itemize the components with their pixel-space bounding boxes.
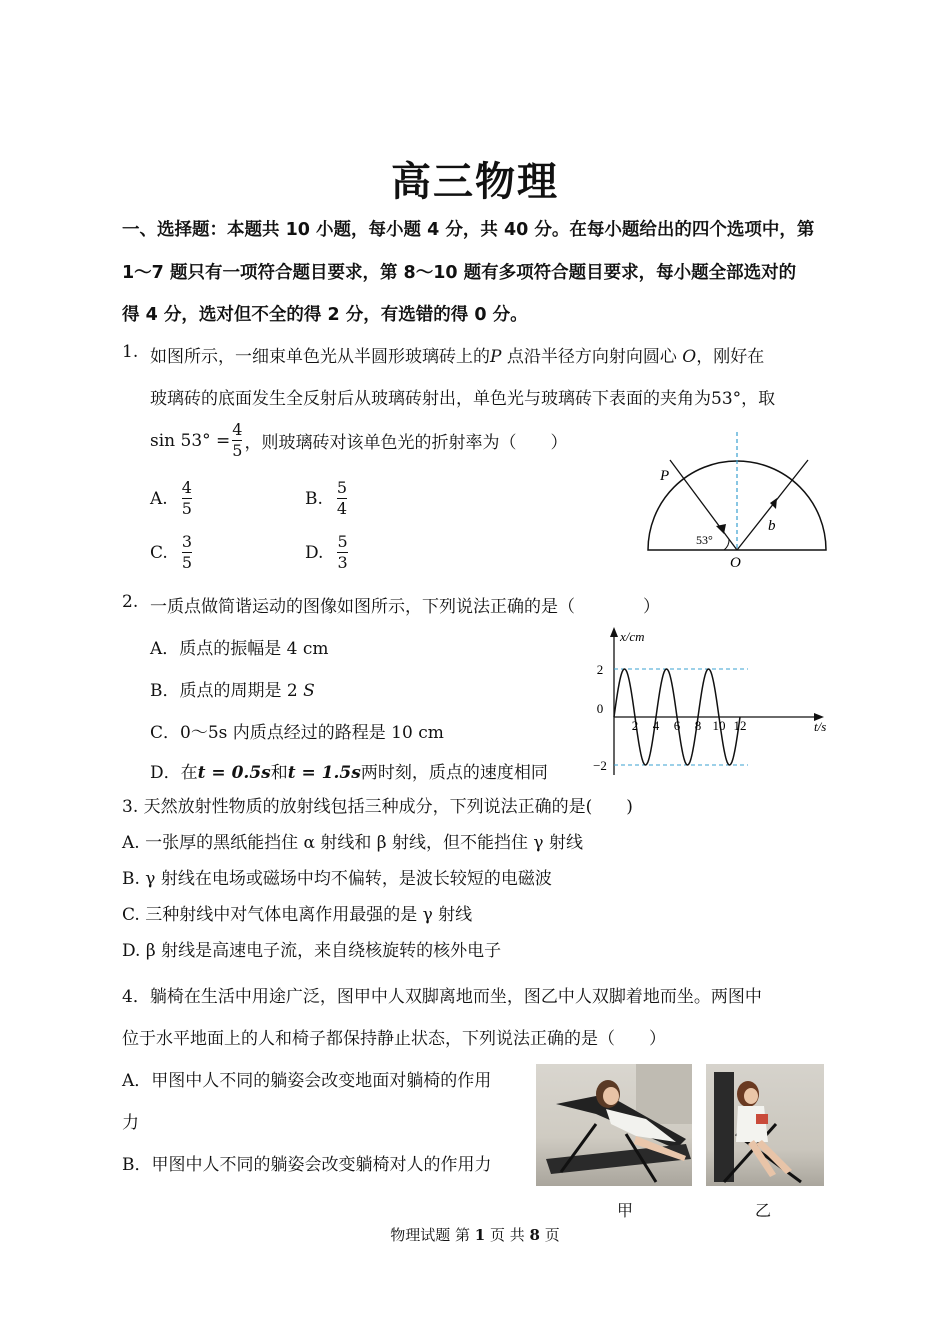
q1-stem-text-1: 如图所示，一细束单色光从半圆形玻璃砖上的 <box>150 347 490 367</box>
y-tick-label: 0 <box>596 701 604 716</box>
footer-text-2: 页 共 <box>485 1226 530 1244</box>
q1-option-d-den: 3 <box>337 553 348 572</box>
photo-yi <box>706 1064 824 1186</box>
label-p: P <box>660 468 670 484</box>
photo-yi-illustration <box>706 1064 824 1186</box>
q1-number: 1. <box>122 342 139 362</box>
section-instructions-line-3: 得 4 分，选对但不全的得 2 分，有选错的得 0 分。 <box>122 305 528 325</box>
photo-caption-yi: 乙 <box>755 1201 772 1220</box>
photo-yi-chair-back <box>714 1072 734 1182</box>
x-tick-label: 4 <box>652 718 660 733</box>
x-tick-label: 2 <box>631 718 639 733</box>
q3-option-d: D. β 射线是高速电子流，来自绕核旋转的核外电子 <box>122 941 502 961</box>
label-o: O <box>730 555 741 570</box>
page-footer <box>0 1224 950 1245</box>
q1-option-c-den: 5 <box>181 553 192 572</box>
q1-stem-line-1 <box>150 342 764 367</box>
q4-option-b: B．甲图中人不同的躺姿会改变躺椅对人的作用力 <box>122 1155 492 1175</box>
q1-option-d-label: D. <box>305 542 324 563</box>
footer-text-1: 物理试题 第 <box>390 1226 475 1244</box>
q1-stem-text-4: ，则玻璃砖对该单色光的折射率为（ ） <box>244 433 568 453</box>
q1-option-d-num: 5 <box>337 532 348 551</box>
q1-option-b-fraction <box>337 478 347 519</box>
q4-stem-line-1: 4．躺椅在生活中用途广泛，图甲中人双脚离地而坐，图乙中人双脚着地而坐。两图中 <box>122 987 762 1007</box>
photo-yi-face <box>744 1088 758 1104</box>
q2-option-d-text-3: 两时刻，质点的速度相同 <box>360 763 548 783</box>
q1-option-a-fraction <box>182 478 192 519</box>
label-angle: 53° <box>696 533 713 547</box>
q1-option-a-label: A. <box>150 488 168 509</box>
q1-option-b <box>305 478 349 519</box>
footer-text-3: 页 <box>539 1226 560 1244</box>
photo-jia-chair-seat <box>546 1144 691 1174</box>
q1-option-d-fraction <box>337 532 347 573</box>
q1-stem-text-3: ，刚好在 <box>696 347 765 367</box>
q1-point-o: O <box>682 347 697 367</box>
q1-glass-figure <box>640 430 835 570</box>
q3-option-c: C. 三种射线中对气体电离作用最强的是 γ 射线 <box>122 905 473 925</box>
q3-stem: 3. 天然放射性物质的放射线包括三种成分，下列说法正确的是( ) <box>122 797 633 817</box>
section-instructions-line-1: 一、选择题：本题共 10 小题，每小题 4 分，共 40 分。在每小题给出的四个选项中，第 <box>122 220 815 240</box>
q1-sin-numerator: 4 <box>232 420 243 439</box>
label-b: b <box>768 518 776 534</box>
angle-arc <box>724 539 729 550</box>
x-tick-label: 10 <box>712 718 726 733</box>
q1-option-a <box>150 478 194 519</box>
q2-option-d-text-2: 和 <box>270 763 288 783</box>
y-axis-arrow <box>610 627 618 637</box>
q1-option-c-label: C. <box>150 542 168 563</box>
x-tick-label: 8 <box>694 718 702 733</box>
q1-option-d <box>305 532 350 573</box>
q1-option-a-num: 4 <box>181 478 192 497</box>
q2-shm-graph <box>590 625 835 780</box>
q1-point-p: P <box>490 347 502 367</box>
q1-sin-label: sin 53° = <box>150 430 231 451</box>
q1-stem-text-2: 点沿半径方向射向圆心 <box>501 347 683 367</box>
photo-jia-background <box>636 1064 692 1124</box>
q1-option-b-num: 5 <box>336 478 348 497</box>
q4-option-a-line-2: 力 <box>122 1113 139 1133</box>
photo-jia-face <box>603 1087 619 1105</box>
y-axis-label: x/cm <box>620 629 645 644</box>
section-instructions-line-2: 1～7 题只有一项符合题目要求，第 8～10 题有多项符合题目要求，每小题全部选对的 <box>122 263 797 283</box>
q2-option-d <box>150 758 548 783</box>
q2-stem: 一质点做简谐运动的图像如图所示，下列说法正确的是（ ） <box>150 597 660 617</box>
footer-total-pages: 8 <box>529 1226 540 1244</box>
q1-option-c-fraction <box>182 532 192 573</box>
page-title: 高三物理 <box>391 159 559 205</box>
q4-stem-line-2: 位于水平地面上的人和椅子都保持静止状态，下列说法正确的是（ ） <box>122 1029 666 1049</box>
photo-jia <box>536 1064 692 1186</box>
q1-option-c <box>150 532 194 573</box>
q2-number: 2. <box>122 592 139 612</box>
q2-option-a: A．质点的振幅是 4 cm <box>150 639 329 659</box>
photo-jia-illustration <box>536 1064 692 1186</box>
q1-sin-fraction <box>232 420 242 461</box>
x-tick-label: 6 <box>673 718 681 733</box>
footer-page-number: 1 <box>474 1226 486 1244</box>
q2-option-c: C．0～5s 内质点经过的路程是 10 cm <box>150 723 444 743</box>
x-tick-label: 12 <box>733 718 747 733</box>
q2-option-b-text: B．质点的周期是 2 <box>150 681 304 701</box>
q1-option-a-den: 5 <box>181 499 192 518</box>
q1-option-c-num: 3 <box>181 532 192 551</box>
q3-option-b: B. γ 射线在电场或磁场中均不偏转，是波长较短的电磁波 <box>122 869 552 889</box>
q2-option-d-math-1: t = 0.5s <box>197 763 271 783</box>
q1-stem-line-2: 玻璃砖的底面发生全反射后从玻璃砖射出，单色光与玻璃砖下表面的夹角为53°，取 <box>150 389 776 409</box>
q2-option-b <box>150 676 315 701</box>
q1-option-b-den: 4 <box>336 499 348 518</box>
x-axis-label: t/s <box>814 719 827 734</box>
q4-option-a-line-1: A．甲图中人不同的躺姿会改变地面对躺椅的作用 <box>122 1071 492 1091</box>
q2-option-d-text-1: D．在 <box>150 763 198 783</box>
q1-stem-line-3 <box>150 420 567 461</box>
y-tick-label: −2 <box>593 758 607 773</box>
y-tick-label: 2 <box>596 662 604 677</box>
q2-option-b-unit: S <box>303 681 315 701</box>
q3-option-a: A. 一张厚的黑纸能挡住 α 射线和 β 射线，但不能挡住 γ 射线 <box>122 833 583 853</box>
q1-option-b-label: B. <box>305 488 323 509</box>
q1-sin-denominator: 5 <box>232 441 243 460</box>
photo-yi-book <box>756 1114 768 1124</box>
q2-option-d-math-2: t = 1.5s <box>287 763 361 783</box>
photo-caption-jia: 甲 <box>617 1201 634 1220</box>
